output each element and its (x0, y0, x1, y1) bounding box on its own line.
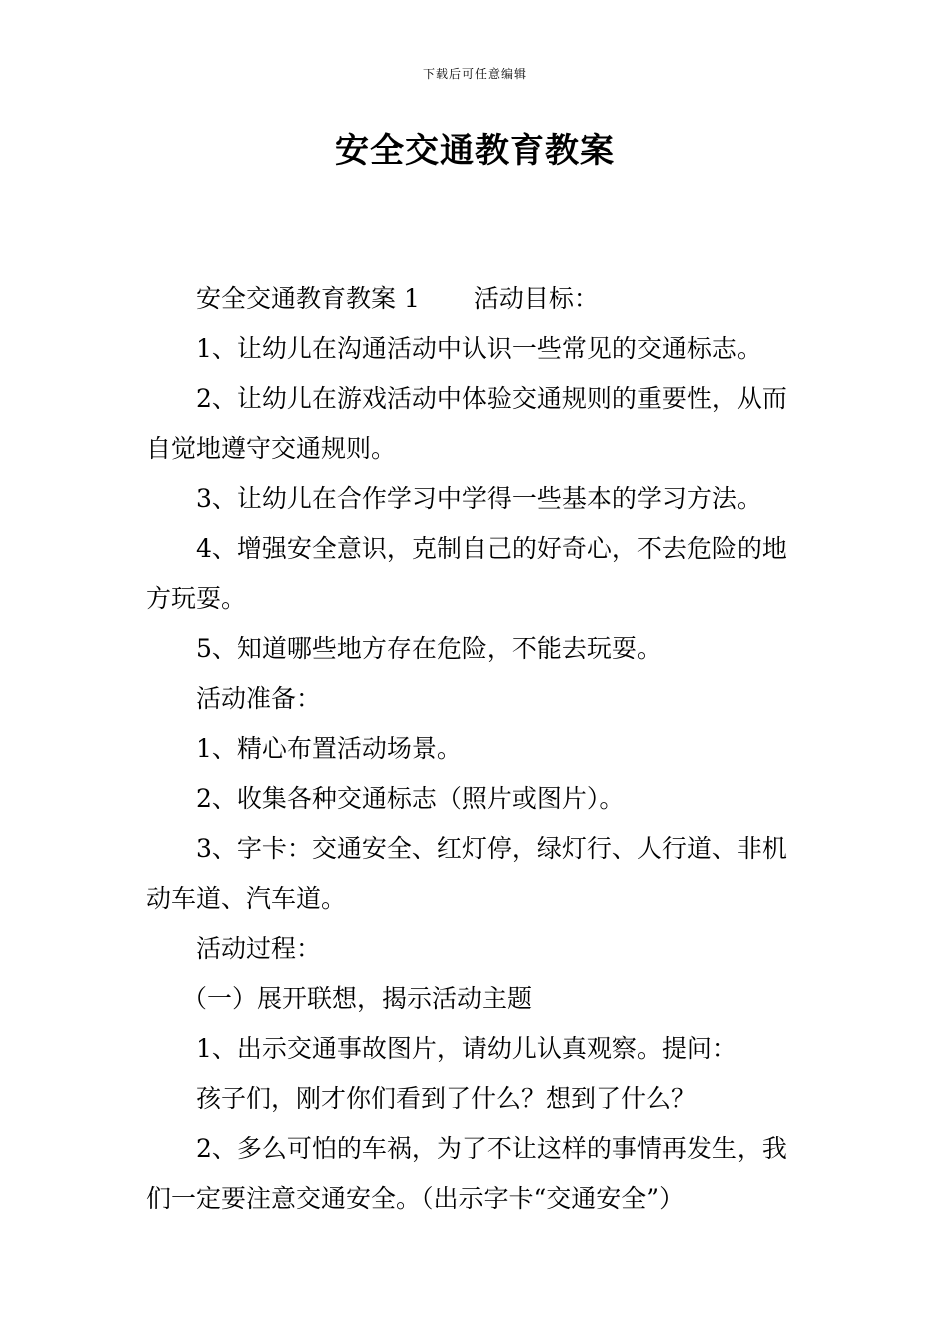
paragraph-goal-4: 4、增强安全意识，克制自己的好奇心，不去危险的地方玩耍。 (146, 534, 787, 613)
activity-goals-heading: 活动目标： (473, 284, 599, 313)
paragraph-section-heading (146, 274, 810, 324)
paragraph-process-1: 1、出示交通事故图片，请幼儿认真观察。提问： (196, 1034, 737, 1063)
paragraph-process-question: 孩子们，刚才你们看到了什么？想到了什么？ (196, 1084, 697, 1113)
page-header-note: 下载后可任意编辑 (422, 67, 527, 81)
lesson-plan-number: 安全交通教育教案 1 (196, 284, 420, 313)
paragraph-preparation-1: 1、精心布置活动场景。 (196, 734, 462, 763)
paragraph-goal-5: 5、知道哪些地方存在危险，不能去玩耍。 (196, 634, 662, 663)
paragraph-process-step-heading: （一）展开联想，揭示活动主题 (182, 984, 533, 1013)
paragraph-preparation-3: 3、字卡：交通安全、红灯停，绿灯行、人行道、非机动车道、汽车道。 (146, 834, 787, 913)
paragraph-process-2: 2、多么可怕的车祸，为了不让这样的事情再发生，我们一定要注意交通安全。（出示字卡“交通安全”） (146, 1134, 787, 1213)
document-body (146, 274, 810, 1224)
paragraph-process-heading: 活动过程： (196, 934, 322, 963)
document-title: 安全交通教育教案 (335, 131, 615, 171)
paragraph-preparation-heading: 活动准备： (196, 684, 322, 713)
paragraph-goal-3: 3、让幼儿在合作学习中学得一些基本的学习方法。 (196, 484, 762, 513)
paragraph-preparation-2: 2、收集各种交通标志（照片或图片）。 (196, 784, 625, 813)
paragraph-goal-2: 2、让幼儿在游戏活动中体验交通规则的重要性，从而自觉地遵守交通规则。 (146, 384, 787, 463)
paragraph-goal-1: 1、让幼儿在沟通活动中认识一些常见的交通标志。 (196, 334, 762, 363)
